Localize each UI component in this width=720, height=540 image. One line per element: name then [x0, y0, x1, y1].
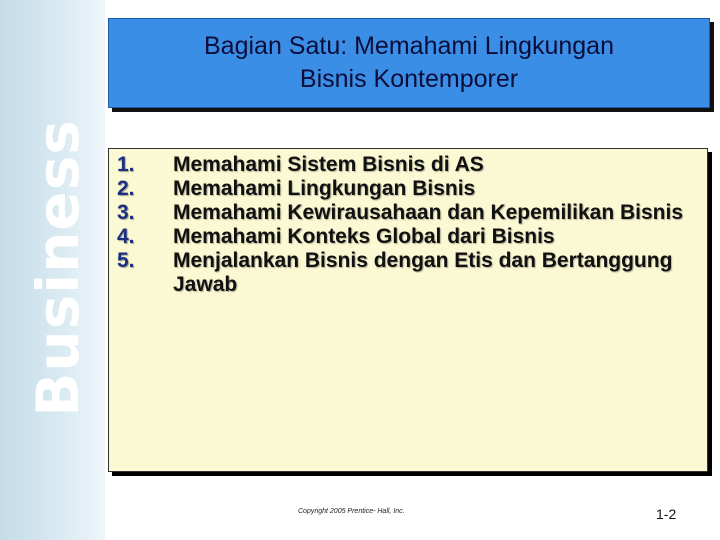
- list-item: [117, 249, 697, 297]
- list-item-number: 5.: [117, 249, 135, 272]
- title-box: [108, 18, 710, 108]
- list-item: [117, 201, 697, 225]
- page-number: 1-2: [656, 506, 677, 522]
- list-item-number: 3.: [117, 201, 135, 224]
- copyright-text: Copyright 2005 Prentice- Hall, Inc.: [298, 508, 405, 515]
- list-item: [117, 153, 697, 177]
- title-line-1: Bagian Satu: Memahami Lingkungan: [204, 32, 614, 60]
- title-line-2: Bisnis Kontemporer: [299, 65, 519, 93]
- list-item-text: Memahami Sistem Bisnis di AS: [173, 153, 484, 176]
- numbered-list: [117, 153, 697, 297]
- list-item-text: Memahami Konteks Global dari Bisnis: [173, 225, 555, 248]
- content-box: [108, 148, 708, 472]
- list-item-number: 4.: [117, 225, 135, 248]
- list-item-text: Memahami Kewirausahaan dan Kepemilikan Bisnis: [173, 201, 684, 224]
- brand-text: Business: [24, 119, 92, 417]
- list-item-number: 1.: [117, 153, 135, 176]
- list-item: [117, 225, 697, 249]
- list-item-text: Menjalankan Bisnis dengan Etis dan Bertanggung Jawab: [173, 249, 673, 296]
- slide-title: [204, 30, 614, 96]
- sidebar: [0, 0, 105, 540]
- list-item-text: Memahami Lingkungan Bisnis: [173, 177, 476, 200]
- list-item: [117, 177, 697, 201]
- list-item-number: 2.: [117, 177, 135, 200]
